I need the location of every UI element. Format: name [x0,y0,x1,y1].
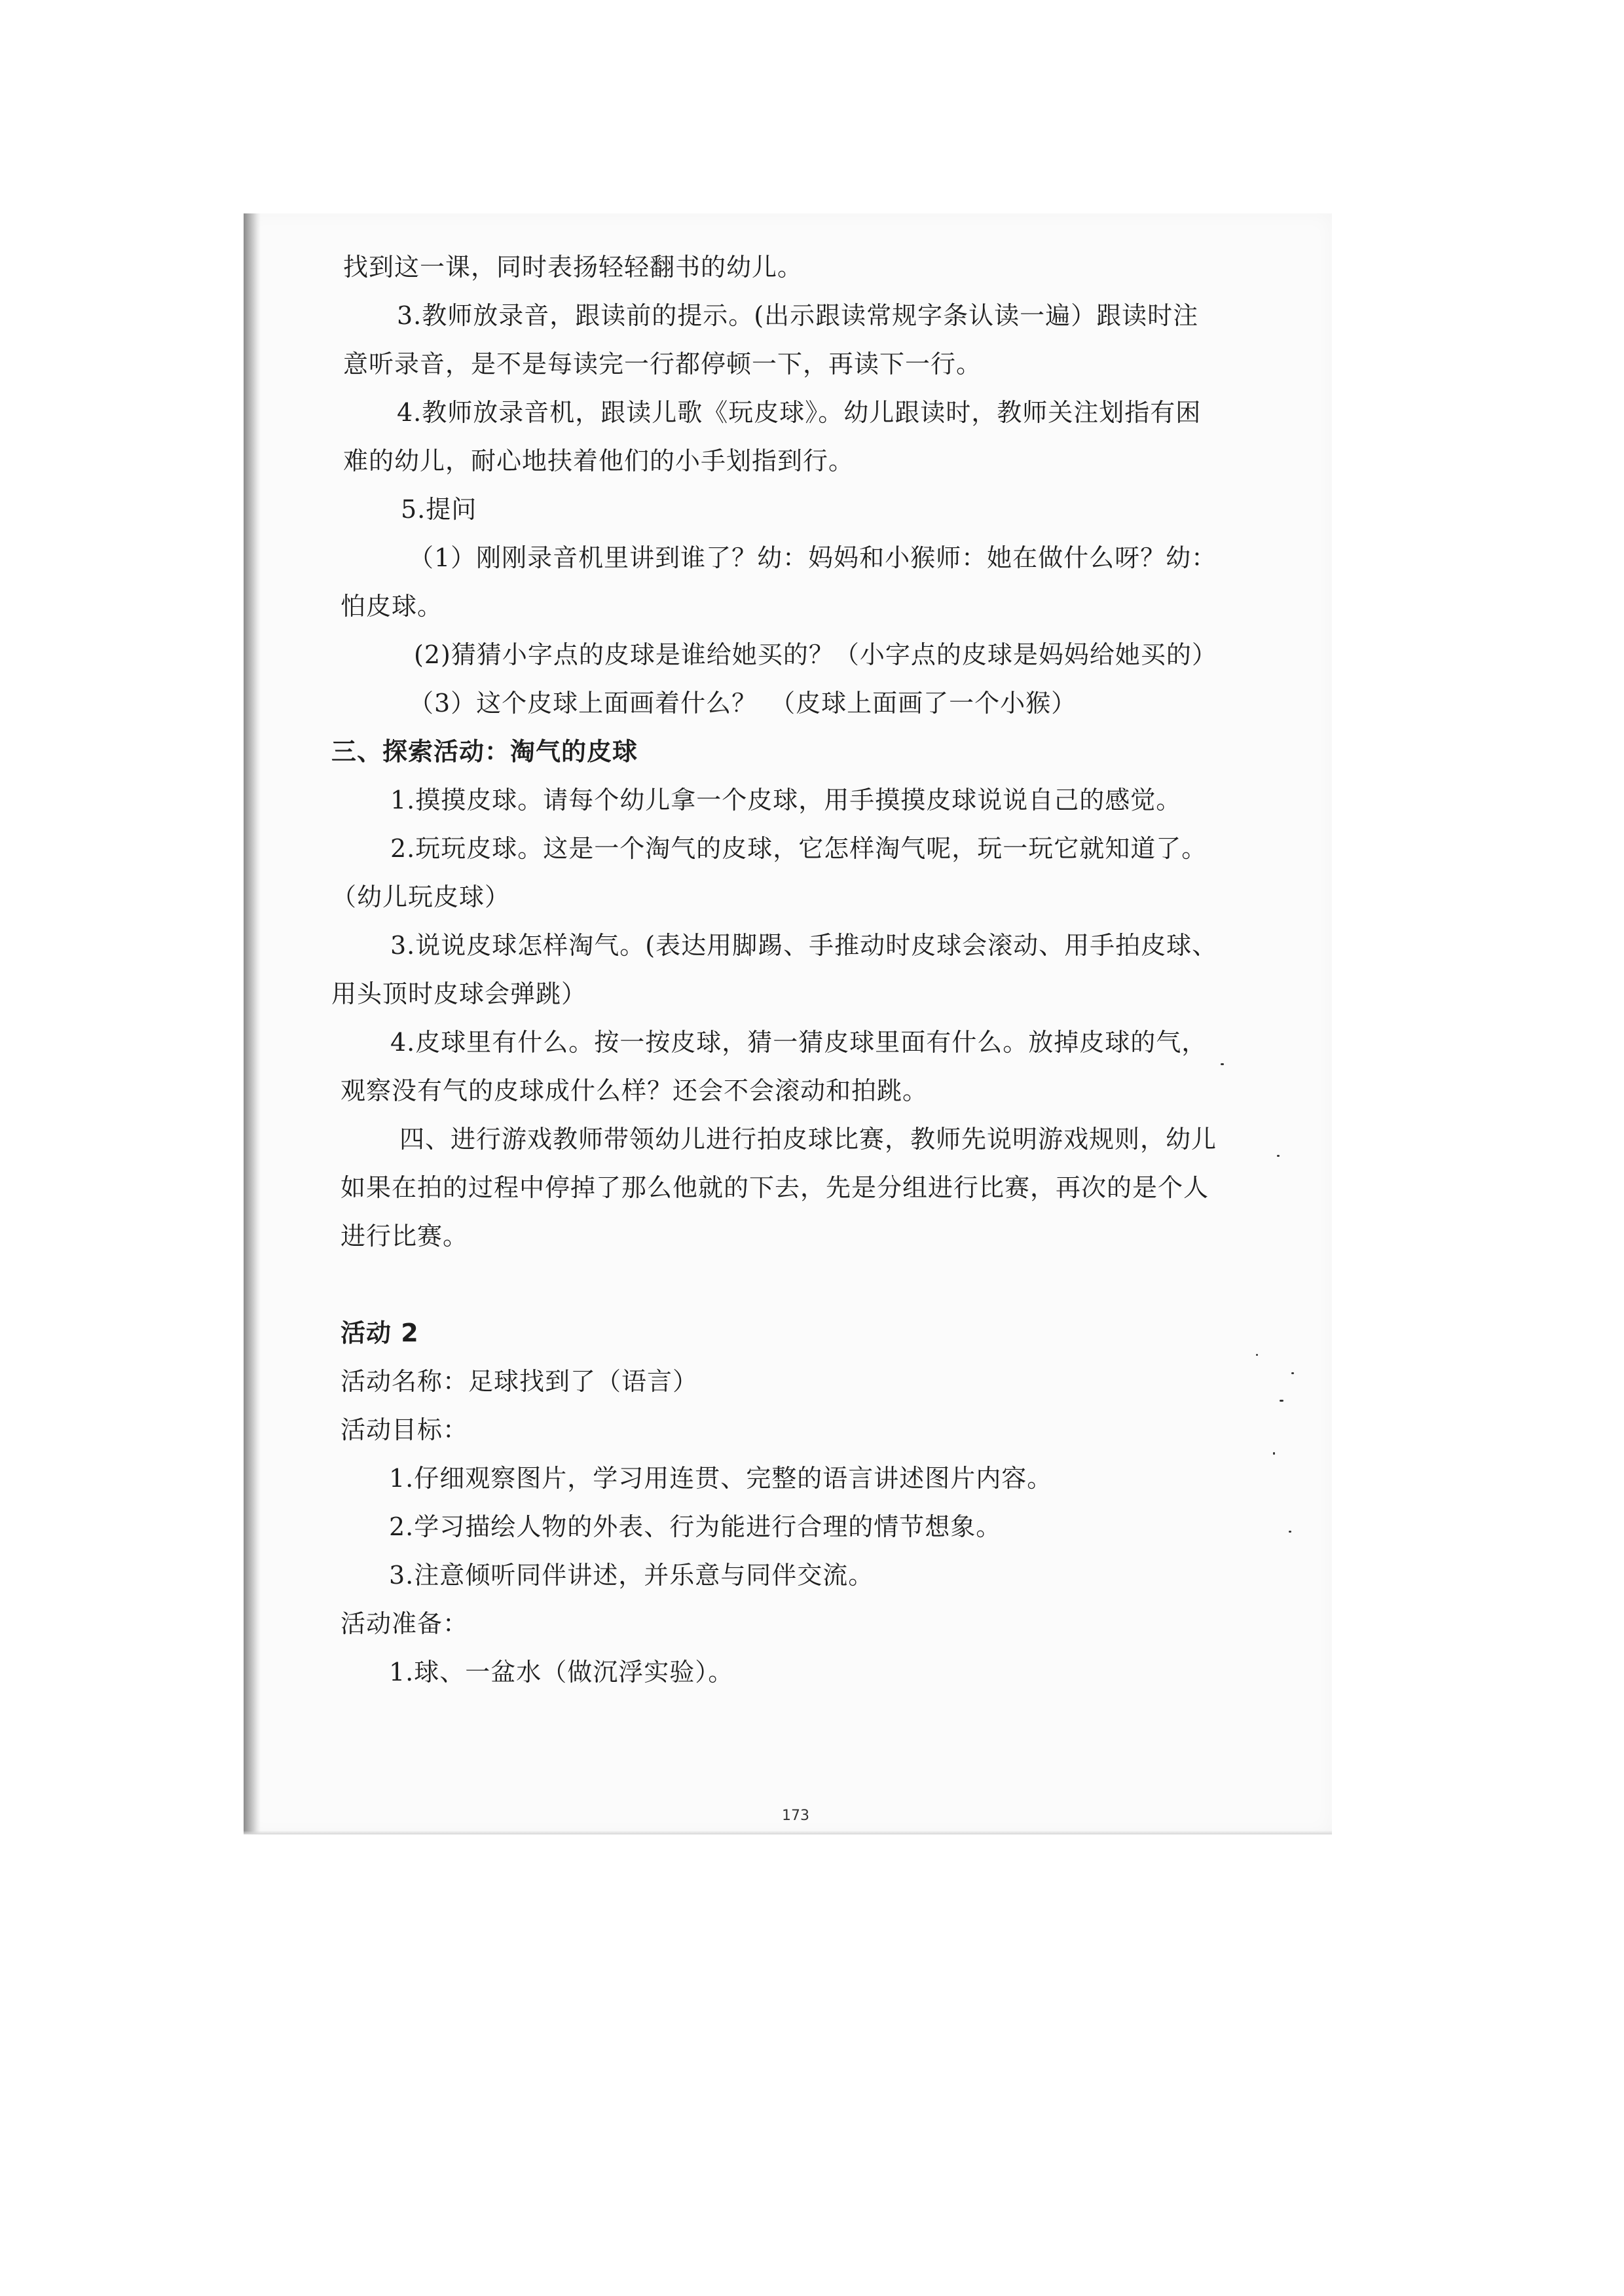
paragraph-line: (2)猜猜小字点的皮球是谁给她买的？（小字点的皮球是妈妈给她买的） [414,640,1217,669]
paragraph-line: 2.学习描绘人物的外表、行为能进行合理的情节想象。 [389,1512,1002,1541]
paragraph-line: 意听录音，是不是每读完一行都停顿一下，再读下一行。 [343,350,982,378]
paragraph-line: 4.皮球里有什么。按一按皮球，猜一猜皮球里面有什么。放掉皮球的气， [390,1028,1208,1057]
paragraph-line: 活动准备： [341,1609,469,1638]
paragraph-line: 难的幼儿，耐心地扶着他们的小手划指到行。 [343,446,855,475]
paragraph-line: 1.球、一盆水（做沉浮实验）。 [389,1658,734,1686]
paragraph-line: 3.注意倾听同伴讲述，并乐意与同伴交流。 [389,1561,874,1590]
paragraph-line: 3.教师放录音，跟读前的提示。(出示跟读常规字条认读一遍）跟读时注 [397,301,1199,330]
paragraph-line: 四、进行游戏教师带领幼儿进行拍皮球比赛，教师先说明游戏规则，幼儿 [399,1125,1217,1154]
paragraph-line: （1）刚刚录音机里讲到谁了？幼：妈妈和小猴师：她在做什么呀？幼： [409,543,1217,572]
section-heading: 三、探索活动：淘气的皮球 [331,737,638,766]
paragraph-line: 5.提问 [401,495,477,524]
paragraph-line: 怕皮球。 [341,592,443,621]
paragraph-line: 4.教师放录音机，跟读儿歌《玩皮球》。幼儿跟读时，教师关注划指有困 [397,398,1202,427]
page-number: 173 [782,1808,809,1824]
activity-heading: 活动 2 [341,1319,419,1347]
paragraph-line: （3）这个皮球上面画着什么？ （皮球上面画了一个小猴） [409,689,1077,718]
paragraph-line: 进行比赛。 [341,1222,469,1250]
paragraph-line: 活动目标： [341,1415,469,1444]
paragraph-line: （幼儿玩皮球） [331,883,511,911]
paragraph-line: 活动名称：足球找到了（语言） [341,1367,699,1396]
paragraph-line: 2.玩玩皮球。这是一个淘气的皮球，它怎样淘气呢，玩一玩它就知道了。 [390,834,1208,863]
paragraph-line: 如果在拍的过程中停掉了那么他就的下去，先是分组进行比赛，再次的是个人 [341,1173,1209,1202]
paragraph-line: 1.摸摸皮球。请每个幼儿拿一个皮球，用手摸摸皮球说说自己的感觉。 [390,786,1182,814]
document-body [244,213,1332,1834]
paragraph-line: 3.说说皮球怎样淘气。(表达用脚踢、手推动时皮球会滚动、用手拍皮球、 [390,931,1218,960]
paragraph-line: 用头顶时皮球会弹跳） [331,979,587,1008]
paragraph-line: 找到这一课，同时表扬轻轻翻书的幼儿。 [343,253,803,282]
scanned-page [244,213,1332,1834]
paragraph-line: 1.仔细观察图片，学习用连贯、完整的语言讲述图片内容。 [389,1464,1053,1493]
paragraph-line: 观察没有气的皮球成什么样？还会不会滚动和拍跳。 [341,1076,929,1105]
